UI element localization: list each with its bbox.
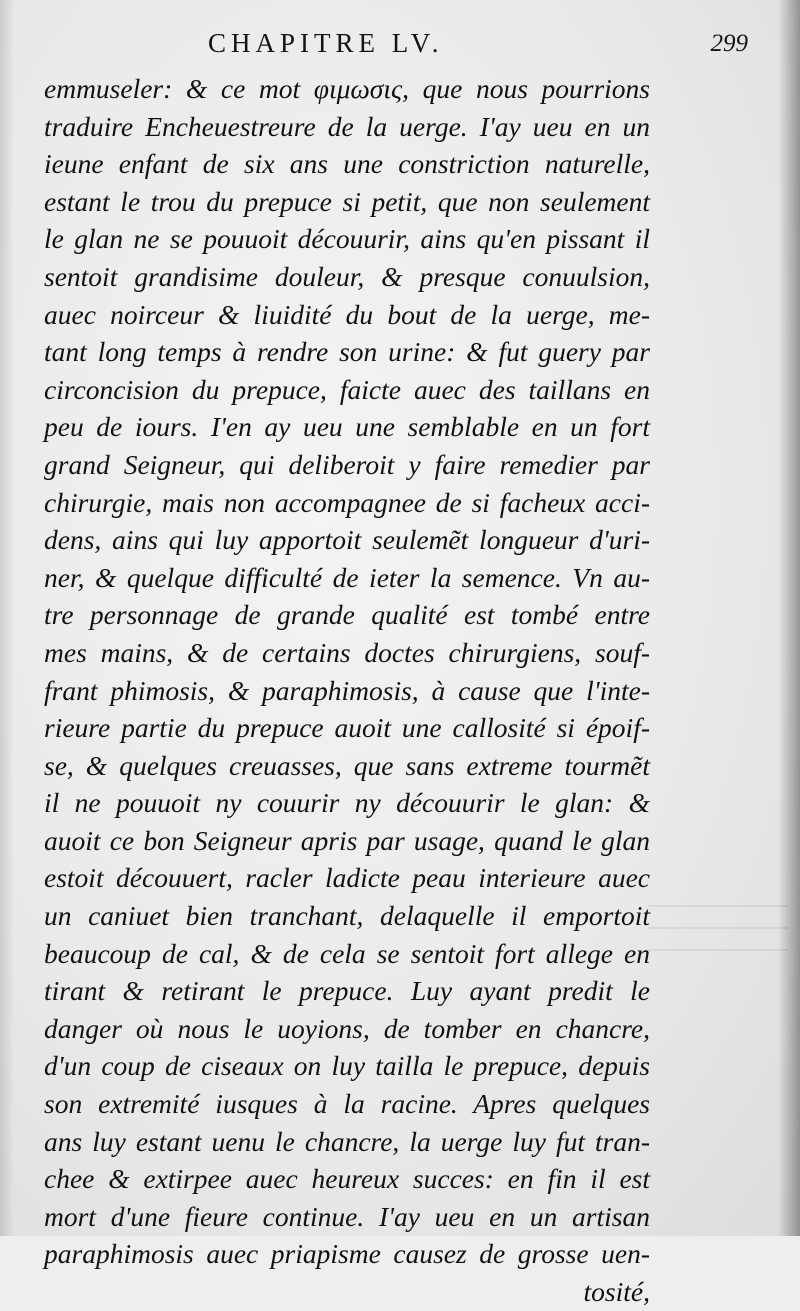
text-line: tre personnage de grande qualité est tombé entre bbox=[44, 599, 650, 631]
text-line: estoit découuert, racler ladicte peau interieure auec bbox=[44, 862, 650, 894]
text-line: danger où nous le uoyions, de tomber en chancre, bbox=[44, 1012, 650, 1044]
text-line: le glan ne se pouuoit découurir, ains qu'en pissant il bbox=[44, 223, 650, 255]
text-line: son extremité iusques à la racine. Apres quelques bbox=[44, 1088, 650, 1120]
text-line: peu de iours. I'en ay ueu une semblable en un fort bbox=[44, 411, 650, 443]
text-line: circoncision du prepuce, faicte auec des taillans en bbox=[44, 373, 650, 405]
text-line: auoit ce bon Seigneur apris par usage, quand le glan bbox=[44, 824, 650, 856]
text-line: mort d'une fieure continue. I'ay ueu en un artisan bbox=[44, 1200, 650, 1232]
show-through-bleed bbox=[648, 905, 788, 965]
text-line: chee & extirpee auec heureux succes: en fin il est bbox=[44, 1163, 650, 1195]
page-header bbox=[48, 28, 748, 68]
text-line: tirant & retirant le prepuce. Luy ayant predit le bbox=[44, 975, 650, 1007]
text-line-last: tosité, bbox=[583, 1276, 650, 1307]
text-line: rieure partie du prepuce auoit une callosité si époif- bbox=[44, 712, 650, 744]
text-line: un caniuet bien tranchant, delaquelle il emportoit bbox=[44, 900, 650, 932]
page-edge-shadow bbox=[778, 0, 800, 1236]
text-line: il ne pouuoit ny couurir ny découurir le glan: & bbox=[44, 787, 650, 819]
running-head: CHAPITRE LV. bbox=[208, 28, 444, 58]
text-line: ieune enfant de six ans une constriction naturelle, bbox=[44, 148, 650, 180]
text-line: auec noirceur & liuidité du bout de la uerge, me- bbox=[44, 298, 650, 330]
text-line: mes mains, & de certains doctes chirurgiens, souf- bbox=[44, 636, 650, 668]
body-text bbox=[44, 70, 650, 1311]
text-line: frant phimosis, & paraphimosis, à cause que l'inte- bbox=[44, 674, 650, 706]
text-line: ner, & quelque difficulté de ieter la semence. Vn au- bbox=[44, 561, 650, 593]
text-line: paraphimosis auec priapisme causez de grosse uen- bbox=[44, 1238, 650, 1270]
text-line: dens, ains qui luy apportoit seulemẽt longueur d'uri- bbox=[44, 524, 650, 556]
page-number: 299 bbox=[710, 30, 748, 57]
text-line: d'un coup de ciseaux on luy tailla le prepuce, depuis bbox=[44, 1050, 650, 1082]
text-line: beaucoup de cal, & de cela se sentoit fort allege en bbox=[44, 937, 650, 969]
text-line: ans luy estant uenu le chancre, la uerge luy fut tran- bbox=[44, 1125, 650, 1157]
text-line: traduire Encheuestreure de la uerge. I'ay ueu en un bbox=[44, 110, 650, 142]
text-line: se, & quelques creuasses, que sans extreme tourmẽt bbox=[44, 749, 650, 781]
text-line: emmuseler: & ce mot φιμωσις, que nous pourrions bbox=[44, 73, 650, 104]
text-line: tant long temps à rendre son urine: & fut guery par bbox=[44, 336, 650, 368]
text-line: estant le trou du prepuce si petit, que non seulement bbox=[44, 185, 650, 217]
text-line: chirurgie, mais non accompagnee de si facheux acci- bbox=[44, 486, 650, 518]
text-line: grand Seigneur, qui deliberoit y faire remedier par bbox=[44, 448, 650, 480]
gutter-shadow bbox=[0, 0, 14, 1236]
text-line: sentoit grandisime douleur, & presque conuulsion, bbox=[44, 260, 650, 292]
